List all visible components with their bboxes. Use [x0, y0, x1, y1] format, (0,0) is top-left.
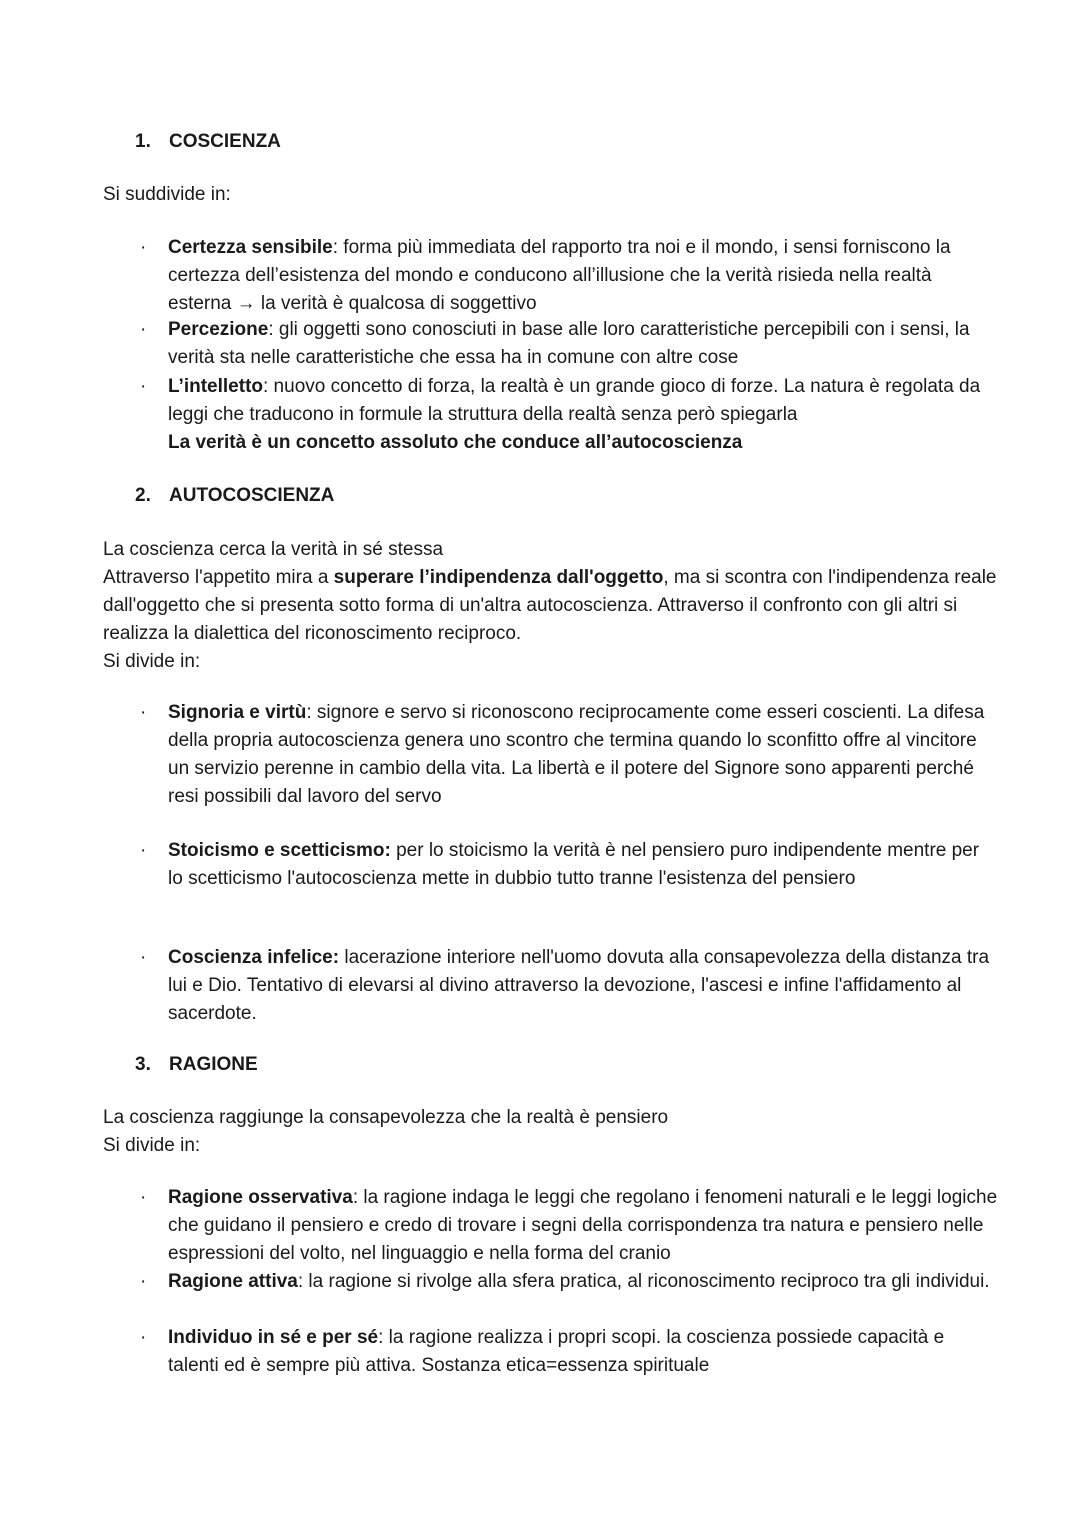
intro-emphasis: superare l’indipendenza dall'oggetto — [333, 567, 664, 588]
bullet-text: per lo stoicismo la verità è nel pensiero puro indipendente mentre per lo scetticismo l'autocoscienza mette in dubbio tutto tranne l'esistenza del pensiero — [168, 840, 980, 889]
bullet-term: Ragione attiva — [168, 1271, 298, 1292]
bullet-term: Certezza sensibile — [168, 237, 333, 258]
section-intro: Si suddivide in: — [103, 184, 231, 205]
intro-text: , ma si scontra con l'indipendenza reale dall'oggetto che si presenta sotto forma di un'altra autocoscienza. Attraverso il confronto con gli altri si realizza la dialettica del riconoscimento reciproco. — [103, 567, 997, 644]
bullet-text: : forma più immediata del rapporto tra noi e il mondo, i sensi forniscono la certezza dell’esistenza del mondo e conducono all’illusione che la verità risieda nella realtà esterna → la verità è qualcosa di soggettivo — [168, 237, 951, 314]
intro-line: La coscienza cerca la verità in sé stessa — [103, 539, 444, 560]
bullet-term: L’intelletto — [168, 376, 263, 397]
list-item — [140, 1184, 998, 1268]
intro-line: La coscienza raggiunge la consapevolezza che la realtà è pensiero — [103, 1107, 669, 1128]
bullet-dot: · — [140, 840, 147, 861]
bullet-term: Signoria e virtù — [168, 702, 307, 723]
bullet-term: Individuo in sé e per sé — [168, 1327, 379, 1348]
section-heading-ragione — [135, 1051, 258, 1079]
list-item — [140, 234, 998, 318]
list-item — [140, 837, 998, 893]
bullet-dot: · — [140, 319, 147, 340]
section-title: RAGIONE — [169, 1054, 258, 1075]
bullet-dot: · — [140, 1327, 147, 1348]
section-title: COSCIENZA — [169, 131, 281, 152]
bullet-term: Coscienza infelice: — [168, 947, 340, 968]
section-number: 2. — [135, 485, 151, 506]
bullet-text: : gli oggetti sono conosciuti in base alle loro caratteristiche percepibili con i sensi, la verità sta nelle caratteristiche che essa ha in comune con altre cose — [168, 319, 970, 368]
list-item — [140, 1324, 998, 1380]
bullet-text: : la ragione indaga le leggi che regolano i fenomeni naturali e le leggi logiche che guidano il pensiero e credo di trovare i segni della corrispondenza tra natura e pensiero nelle espressioni del volto, nel linguaggio e nella forma del cranio — [168, 1187, 998, 1264]
bullet-text: : la ragione si rivolge alla sfera pratica, al riconoscimento reciproco tra gli individui. — [297, 1271, 990, 1292]
list-item — [140, 944, 998, 1028]
bullet-text: : la ragione realizza i propri scopi. la coscienza possiede capacità e talenti ed è sempre più attiva. Sostanza etica=essenza spirituale — [168, 1327, 945, 1376]
bullet-text: : signore e servo si riconoscono reciprocamente come esseri coscienti. La difesa della propria autocoscienza genera uno scontro che termina quando lo sconfitto offre al vincitore un servizio perenne in cambio della vita. La libertà e il potere del Signore sono apparenti perché resi possibili dal lavoro del servo — [168, 702, 985, 807]
bullet-term: Ragione osservativa — [168, 1187, 353, 1208]
bullet-conclusion: La verità è un concetto assoluto che conduce all’autocoscienza — [168, 432, 743, 453]
section-number: 1. — [135, 131, 151, 152]
list-item — [140, 1268, 998, 1296]
bullet-dot: · — [140, 376, 147, 397]
bullet-term: Percezione — [168, 319, 269, 340]
section-intro — [103, 536, 1003, 676]
list-item — [140, 699, 998, 811]
section-heading-coscienza — [135, 128, 281, 156]
list-item — [140, 316, 998, 372]
bullet-dot: · — [140, 1187, 147, 1208]
section-title: AUTOCOSCIENZA — [169, 485, 335, 506]
bullet-dot: · — [140, 1271, 147, 1292]
bullet-dot: · — [140, 947, 147, 968]
section-intro — [103, 1104, 1003, 1160]
bullet-text: lacerazione interiore nell'uomo dovuta alla consapevolezza della distanza tra lui e Dio. Tentativo di elevarsi al divino attraverso la devozione, l'ascesi e infine l'affidamento al sacerdote. — [168, 947, 990, 1024]
intro-line: Si divide in: — [103, 1135, 201, 1156]
section-number: 3. — [135, 1054, 151, 1075]
section-heading-autocoscienza — [135, 482, 334, 510]
bullet-term: Stoicismo e scetticismo: — [168, 840, 391, 861]
bullet-dot: · — [140, 702, 147, 723]
intro-line: Si divide in: — [103, 651, 201, 672]
list-item — [140, 373, 998, 457]
bullet-dot: · — [140, 237, 147, 258]
bullet-text: : nuovo concetto di forza, la realtà è un grande gioco di forze. La natura è regolata da leggi che traducono in formule la struttura della realtà senza però spiegarla — [168, 376, 981, 425]
intro-text: Attraverso l'appetito mira a — [103, 567, 334, 588]
